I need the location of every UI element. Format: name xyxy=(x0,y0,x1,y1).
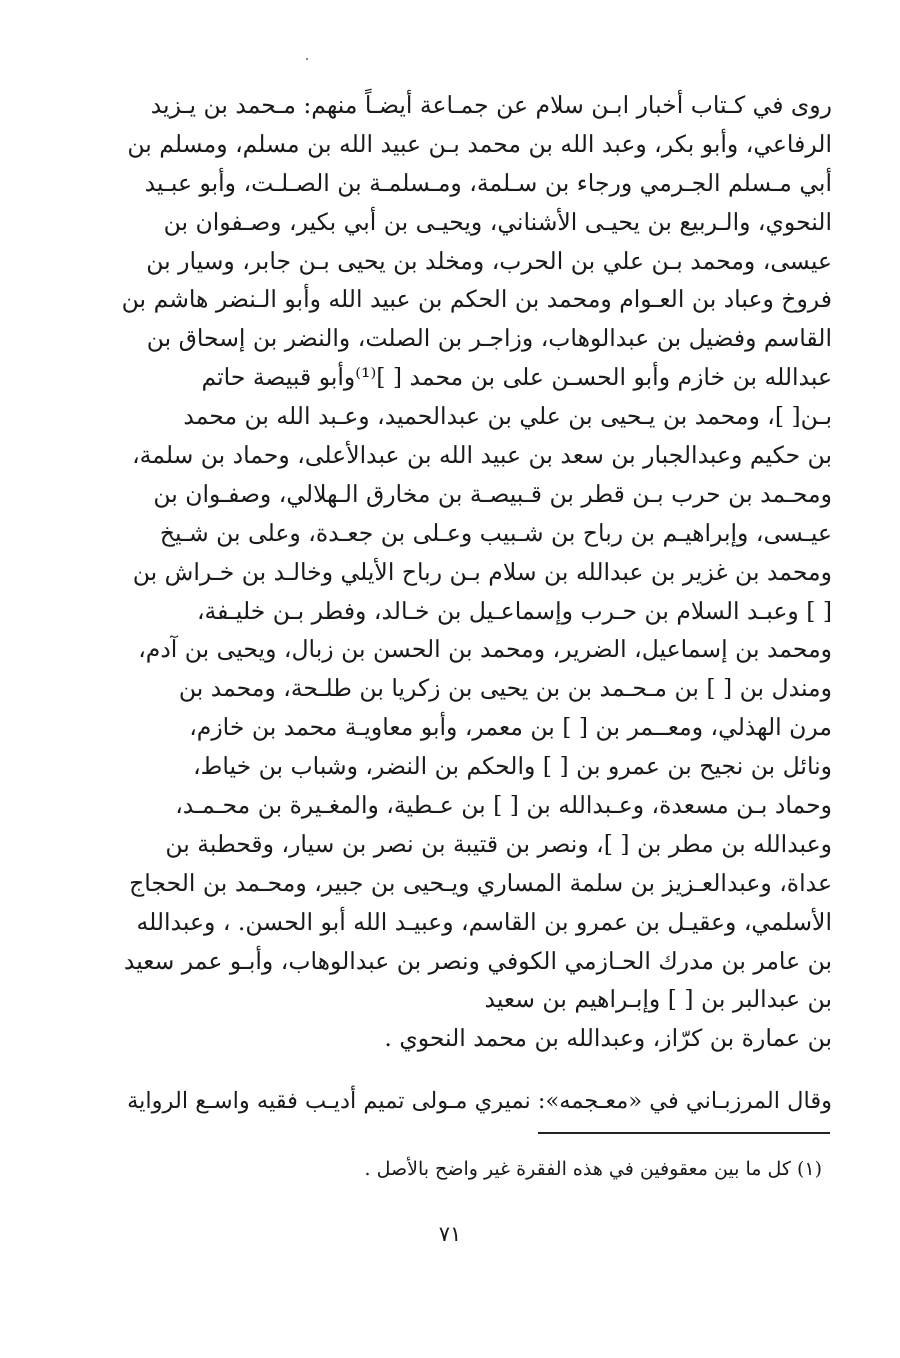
text-line: وعبدالله بن مطر بن [ ]، ونصر بن قتيبة بن نصر بن سيار، وقحطبة بن xyxy=(165,829,832,858)
page-number: ٧١ xyxy=(438,1222,462,1246)
text-line: عيـسى، وإبراهيـم بن رباح بن شـبيب وعـلى بن جعـدة، وعلى بن شـيخ xyxy=(159,518,832,547)
text-line: ونائل بن نجيح بن عمرو بن [ ] والحكم بن النضر، وشباب بن خياط، xyxy=(193,752,832,781)
text-line: النحوي، والـربيع بن يحيـى الأشناني، ويحيـى بن أبي بكير، وصـفوان بن xyxy=(163,207,832,236)
text-line: عيسى، ومحمد بـن علي بن الحرب، ومخلد بن يحيى بـن جابر، وسيار بن xyxy=(146,246,832,275)
scan-speck xyxy=(306,58,308,60)
text-line: بـن[ ]، ومحمد بن يـحيى بن علي بن عبدالحميد، وعـبد الله بن محمد xyxy=(183,402,832,431)
main-paragraph xyxy=(118,86,832,1058)
text-line: ومحمد بن إسماعيل، الضرير، ومحمد بن الحسن بن زبال، ويحيى بن آدم، xyxy=(138,635,832,664)
text-line: ومحـمد بن حرب بـن قطر بن قـبيصـة بن مخارق الـهلالي، وصفـوان بن xyxy=(153,479,832,508)
text-line: عداة، وعبدالعـزيز بن سلمة المساري ويـحيى بن جبير، ومحـمد بن الحجاج xyxy=(129,868,832,897)
text-line: وحماد بـن مسعدة، وعـبدالله بن [ ] بن عـطية، والمغـيرة بن محـمـد، xyxy=(175,791,832,820)
text-line: [ ] وعبـد السلام بن حـرب وإسماعـيل بن خـالد، وفطر بـن خليـفة، xyxy=(196,596,832,625)
text-line: بن عامر بن مدرك الحـازمي الكوفي ونصر بن عبدالوهاب، وأبـو عمر سعيد xyxy=(123,946,832,975)
text-line: بن عمارة بن كرّاز، وعبدالله بن محمد النحوي . xyxy=(384,1024,832,1053)
text-line: ومندل بن [ ] بن مـحـمد بن بن يحيى بن زكريا بن طلـحة، ومحمد بن xyxy=(178,674,832,703)
text-line: أبي مـسلم الجـرمي ورجاء بن سـلمة، ومـسلمـة بن الصـلـت، وأبو عبـيد xyxy=(144,168,832,197)
text-line: ومحمد بن غزير بن عبدالله بن سلام بـن رباح الأيلي وخالـد بن خـراش بن xyxy=(132,557,832,586)
text-line: بن عبدالبر بن [ ] وإبـراهيم بن سعيد xyxy=(484,985,832,1014)
footnote: (١) كل ما بين معقوفين في هذه الفقرة غير واضح بالأصل . xyxy=(364,1158,822,1180)
second-paragraph xyxy=(118,1082,832,1121)
footnote-separator xyxy=(538,1132,830,1134)
text-line: فروخ وعباد بن العـوام ومحمد بن الحكم بن عبيد الله وأبو الـنضر هاشم بن xyxy=(121,285,832,314)
text-line: وقال المرزبـاني في «معـجمه»: نميري مـولى تميم أديـب فقيه واسـع الرواية xyxy=(127,1088,832,1114)
text-line: القاسم وفضيل بن عبدالوهاب، وزاجـر بن الصلت، والنضر بن إسحاق بن xyxy=(146,324,832,353)
text-line: الأسلمي، وعقيـل بن عمرو بن القاسم، وعبيـد الله أبو الحسن. ، وعبدالله xyxy=(136,907,832,936)
text-line: الرفاعي، وأبو بكر، وعبد الله بن محمد بـن عبيد الله بن مسلم، ومسلم بن xyxy=(127,129,832,158)
text-line: مرن الهذلي، ومعــمر بن [ ] بن معمر، وأبو معاويـة محمد بن خازم، xyxy=(189,713,832,742)
text-line: روى في كـتاب أخبار ابـن سلام عن جمـاعة أيضـاً منهم: مـحمد بن يـزيد xyxy=(150,91,832,119)
text-line: عبدالله بن خازم وأبو الحسـن على بن محمد [ ]⁽¹⁾وأبو قبيصة حاتم xyxy=(201,363,832,392)
text-line: بن حكيم وعبدالجبار بن سعد بن عبيد الله بن عبدالأعلى، وحماد بن سلمة، xyxy=(132,441,832,470)
